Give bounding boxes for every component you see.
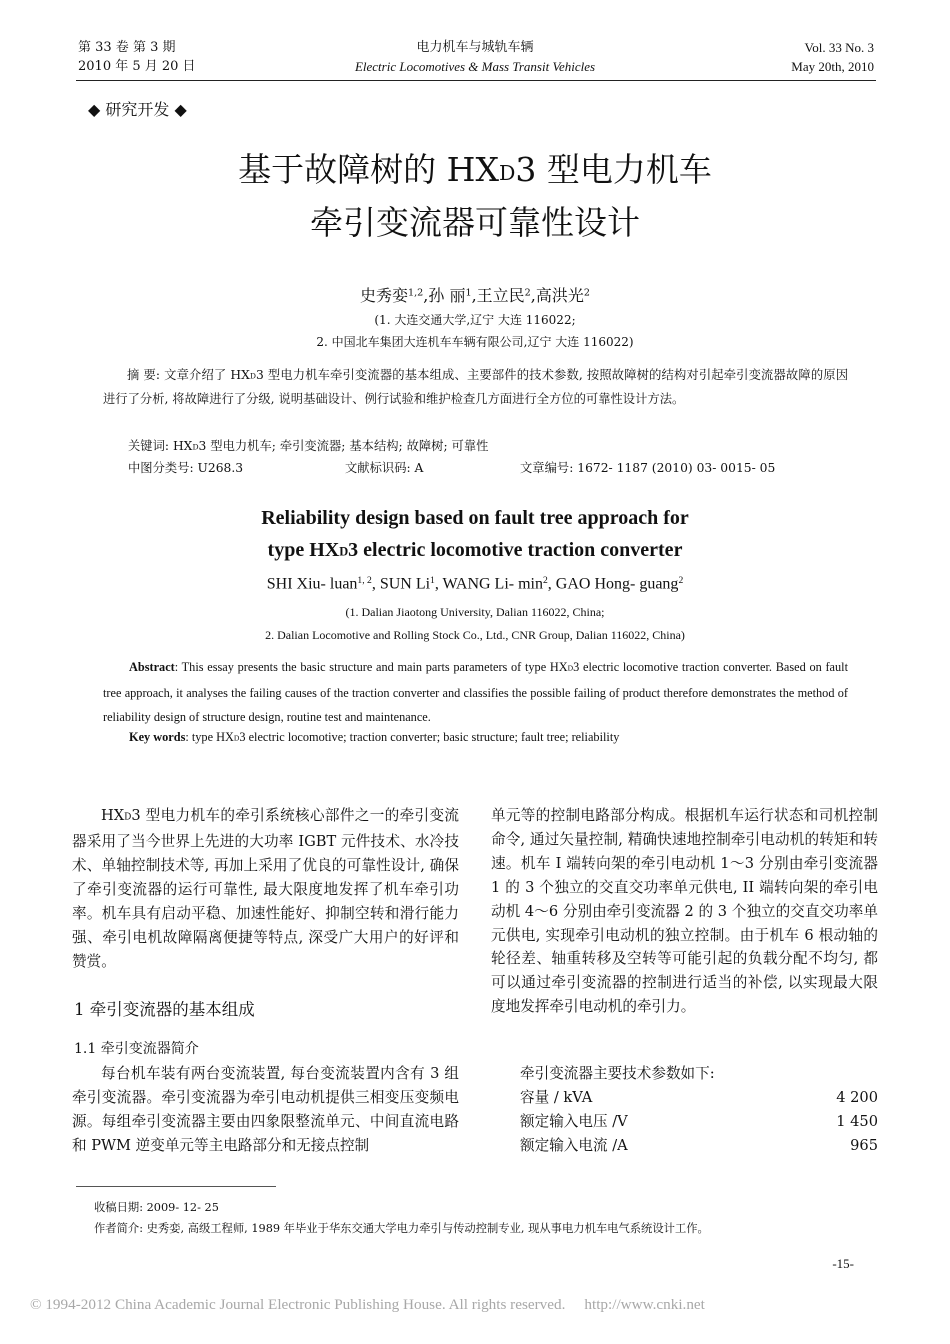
page-number: -15- (832, 1256, 854, 1271)
title-cn-line1: 基于故障树的 HXD3 型电力机车 (238, 150, 712, 189)
copyright-watermark: © 1994-2012 China Academic Journal Electronic Publishing House. All rights reserved. http://www.cnki.net (30, 1296, 705, 1313)
body-paragraph-control: 单元等的控制电路部分构成。根据机车运行状态和司机控制命令, 通过矢量控制, 精确快速地控制牵引电动机的转矩和转速。机车 I 端转向架的牵引电动机 1～3 分别由牵引变流器 1 的 3 个独立的交直交功率单元供电, II 端转向架的牵引电动机 4～6 分别由牵引变流器 2 的 3 个独立的交直交功率单元供电, 实现牵引电动机的独立控制。由于机车 6 根动轴的轮径差、轴重转移及空转等可能引起的负载分配不均匀, 都可以通过牵引变流器的控制进行适当的补偿, 以实现最大限度地发挥牵引电动机的牵引力。 (491, 807, 878, 1016)
body-paragraph-converter-intro: 每台机车装有两台变流装置, 每台变流装置内含有 3 组牵引变流器。牵引变流器为牵引电动机提供三相变压变频电源。每组牵引变流器主要由四象限整流单元、中间直流电路和 PWM 逆变单元等主电路部分和无接点控制 (72, 1065, 459, 1154)
title-cn (0, 145, 950, 248)
params-intro: 牵引变流器主要技术参数如下: (520, 1065, 715, 1082)
keywords-cn: 关键词: HXD3 型电力机车; 牵引变流器; 基本结构; 故障树; 可靠性 (128, 439, 489, 453)
authors-en: SHI Xiu- luan$^{1, 2}$, SUN Li$^1$, WANG Li- $\min^2$, GAO Hong- guang$^2$ (266, 575, 684, 593)
authors-cn: 史秀娈$^{1,2}$,孙 丽$^1$,王立民$^2$,高洪光$^2$ (360, 286, 590, 305)
params-list (520, 1086, 878, 1158)
header-date-en: May 20th, 2010 (791, 59, 874, 74)
param-value: 4 200 (836, 1089, 878, 1106)
body-intro-paragraph: HXD3 型电力机车的牵引系统核心部件之一的牵引变流器采用了当今世界上先进的大功率 IGBT 元件技术、水冷技术、单轴控制技术等, 再加上采用了优良的可靠性设计, 确保了牵引变流器的运行可靠性, 最大限度地发挥了机车牵引功率。机车具有启动平稳、加速性能好、抑制空转和滑行能力强、牵引电机故障隔离便捷等特点, 深受广大用户的好评和赞赏。 (72, 807, 459, 970)
param-row (520, 1134, 878, 1158)
param-name: 额定输入电流 /A (520, 1136, 628, 1154)
clc-number: 中图分类号: U268.3 (128, 461, 244, 475)
title-en-line1: Reliability design based on fault tree approach for (261, 507, 689, 529)
section-1-heading: 1 牵引变流器的基本组成 (74, 1000, 255, 1019)
affiliation-en-2: 2. Dalian Locomotive and Rolling Stock Co., Ltd., CNR Group, Dalian 116022, China) (265, 628, 685, 642)
article-number: 文章编号: 1672- 1187 (2010) 03- 0015- 05 (520, 461, 776, 475)
affiliation-en-1: (1. Dalian Jiaotong University, Dalian 116022, China; (345, 605, 605, 619)
abstract-en: Abstract: This essay presents the basic structure and main parts parameters of type HXD3 electric locomotive traction converter. Based on fault tree approach, it analyses the failing causes of the traction converter and classifies the possible failing of product therefore demonstrates the method of reliability design of structure design, routine test and maintenance. (103, 660, 848, 724)
affiliation-cn-1: (1. 大连交通大学,辽宁 大连 116022; (374, 313, 576, 327)
param-value: 1 450 (836, 1112, 878, 1130)
section-1-1-heading: 1.1 牵引变流器简介 (74, 1041, 199, 1057)
title-en (0, 502, 950, 567)
section-tag: ◆ 研究开发 ◆ (88, 100, 187, 119)
title-cn-line2: 牵引变流器可靠性设计 (310, 202, 640, 242)
footnote-rule (76, 1186, 276, 1187)
affiliation-cn-2: 2. 中国北车集团大连机车车辆有限公司,辽宁 大连 116022) (316, 335, 634, 349)
document-code: 文献标识码: A (345, 461, 424, 475)
param-row (520, 1110, 878, 1134)
footnote-author-bio: 作者简介: 史秀娈, 高级工程师, 1989 年毕业于华东交通大学电力牵引与传动控制专业, 现从事电力机车电气系统设计工作。 (94, 1222, 709, 1235)
param-name: 额定输入电压 /V (520, 1112, 628, 1130)
header-volume-cn: 第 33 卷 第 3 期 (78, 40, 176, 55)
param-row (520, 1086, 878, 1110)
header-rule (76, 80, 876, 81)
keywords-en: Key words: type HXD3 electric locomotive; traction converter; basic structure; fault tree; reliability (129, 730, 620, 744)
param-name: 容量 / kVA (520, 1089, 593, 1106)
footnote-received: 收稿日期: 2009- 12- 25 (94, 1201, 219, 1214)
param-value: 965 (850, 1136, 878, 1154)
header-volume-en: Vol. 33 No. 3 (804, 40, 874, 55)
header-date-cn: 2010 年 5 月 20 日 (78, 59, 196, 74)
header-journal-cn: 电力机车与城轨车辆 (416, 40, 534, 55)
abstract-cn: 摘 要: 文章介绍了 HXD3 型电力机车牵引变流器的基本组成、主要部件的技术参数, 按照故障树的结构对引起牵引变流器故障的原因进行了分析, 将故障进行了分级, 说明基础设计、例行试验和维护检查几方面进行全方位的可靠性设计方法。 (103, 368, 848, 407)
header-journal-en: Electric Locomotives & Mass Transit Vehicles (354, 59, 596, 74)
title-en-line2: type HXD3 electric locomotive traction converter (267, 539, 683, 561)
